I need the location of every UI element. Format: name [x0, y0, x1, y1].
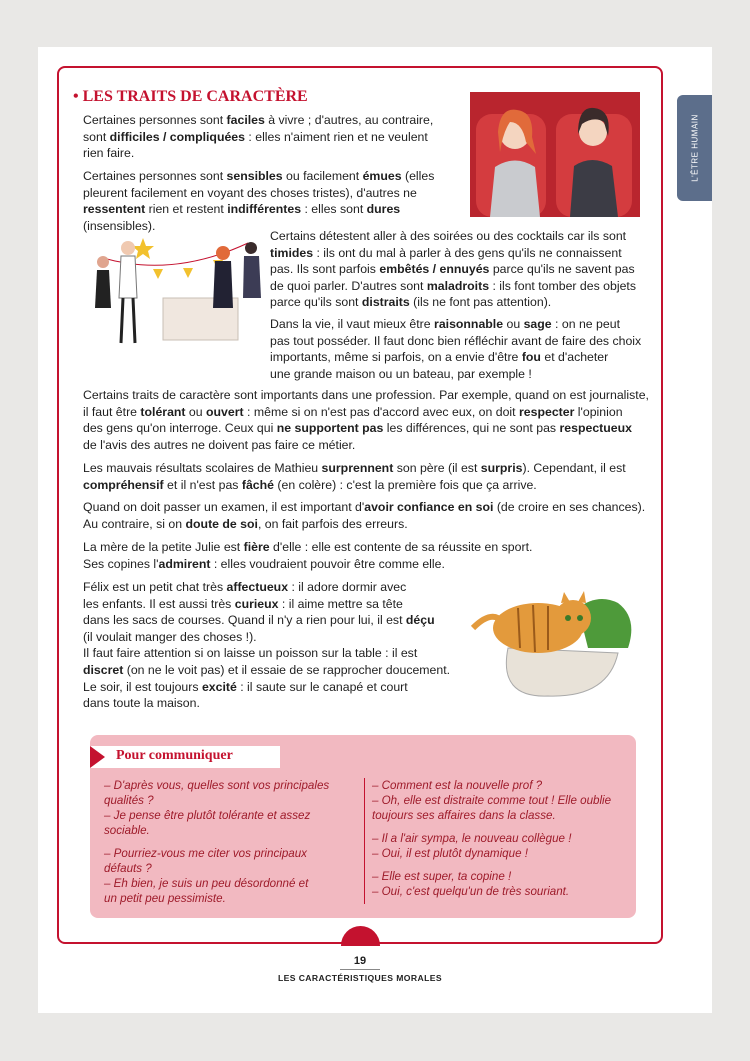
text: son père (il est — [393, 461, 481, 475]
side-chapter-tab[interactable] — [677, 95, 712, 201]
text: pleurent facilement en voyant des choses tristes), d'autres ne — [83, 185, 417, 200]
text: : il saute sur le canapé et court — [236, 679, 408, 694]
text: (insensibles). — [83, 218, 156, 233]
text: (elles — [401, 169, 435, 183]
text: une grande maison ou un bateau, par exemple ! — [270, 366, 532, 381]
dialogue-line: – Oui, il est plutôt dynamique ! — [372, 847, 528, 860]
text: Quand on doit passer un examen, il est important d' — [83, 500, 365, 514]
keyword: dures — [366, 202, 401, 217]
text: (ils ne font pas attention). — [409, 295, 552, 310]
text: Certaines personnes sont — [83, 169, 227, 183]
dialogue-line: – Eh bien, je suis un peu désordonné et — [104, 877, 309, 890]
dialogue-line: – Il a l'air sympa, le nouveau collègue ! — [372, 832, 572, 845]
text: à vivre ; d'autres, au contraire, — [264, 113, 434, 127]
keyword: fou — [521, 350, 541, 365]
text: l'opinion — [574, 404, 623, 419]
section-heading — [73, 88, 308, 106]
keyword: embêtés / ennuyés — [379, 262, 490, 277]
text: des gens qu'on interroge. Ceux qui — [83, 421, 277, 436]
text: : ils font tomber des objets — [489, 278, 636, 293]
page-number: 19 — [353, 955, 367, 967]
keyword: surpris — [480, 461, 523, 475]
text: rien et restent — [145, 202, 228, 217]
text: dans toute la maison. — [83, 696, 200, 711]
keyword: respecter — [519, 404, 575, 419]
paragraph-7 — [83, 499, 653, 532]
text: (en colère) : c'est la première fois que ça arrive. — [273, 477, 537, 492]
text: : elles voudraient pouvoir être comme elle. — [210, 556, 445, 571]
text: il faut être — [83, 404, 141, 419]
communicate-divider — [364, 778, 365, 904]
dialogue-line: – Elle est super, ta copine ! — [372, 870, 512, 883]
text: ou — [503, 317, 524, 331]
text: Il faut faire attention si on laisse un poisson sur la table : il est — [83, 646, 418, 661]
dialogue-line: – Oui, c'est quelqu'un de très souriant. — [372, 885, 570, 898]
keyword: discret — [83, 662, 124, 677]
side-tab-label: L'ÊTRE HUMAIN — [690, 114, 699, 182]
keyword: compréhensif — [83, 477, 164, 492]
paragraph-9 — [83, 579, 453, 712]
footer-divider — [340, 969, 380, 970]
keyword: fâché — [241, 477, 274, 492]
play-arrow-icon — [90, 746, 105, 768]
keyword: ressentent — [83, 202, 146, 217]
keyword: excité — [201, 679, 237, 694]
keyword: émues — [362, 169, 402, 183]
keyword: respectueux — [559, 421, 632, 436]
heading-text: LES TRAITS DE CARACTÈRE — [82, 88, 308, 105]
keyword: doute de soi — [185, 516, 258, 531]
text: Au contraire, si on — [83, 516, 186, 531]
keyword: timides — [270, 245, 314, 260]
keyword: faciles — [226, 113, 265, 127]
text: Certaines personnes sont — [83, 113, 227, 127]
keyword: indifférentes — [227, 202, 302, 217]
text: Certains détestent aller à des soirées ou des cocktails car ils sont — [270, 229, 627, 243]
text: Les mauvais résultats scolaires de Mathieu — [83, 461, 322, 475]
paragraph-5 — [83, 387, 653, 453]
text: (il voulait manger des choses !). — [83, 629, 257, 644]
text: rien faire. — [83, 146, 135, 161]
text: ). Cependant, il est — [522, 461, 626, 475]
dialogue-line: – Comment est la nouvelle prof ? — [372, 779, 543, 792]
keyword: déçu — [405, 613, 435, 628]
dialogue-right — [372, 778, 634, 899]
text: Le soir, il est toujours — [83, 679, 202, 694]
keyword: affectueux — [226, 580, 289, 594]
keyword: sage — [523, 317, 552, 331]
text: ou — [185, 404, 207, 419]
text: ou facilement — [282, 169, 363, 183]
keyword: raisonnable — [434, 317, 504, 331]
text: les enfants. Il est aussi très — [83, 596, 235, 611]
keyword: avoir confiance en soi — [364, 500, 494, 514]
illustration-cinema — [470, 92, 640, 217]
text: : elles sont — [301, 202, 367, 217]
footer-chapter-title: LES CARACTÉRISTIQUES MORALES — [278, 973, 442, 983]
keyword: curieux — [234, 596, 279, 611]
keyword: tolérant — [140, 404, 186, 419]
text: de l'avis des autres ne doivent pas faire ce métier. — [83, 437, 356, 452]
keyword: admirent — [158, 556, 211, 571]
paragraph-1 — [83, 112, 468, 162]
dialogue-line: sociable. — [104, 824, 150, 837]
keyword: distraits — [361, 295, 410, 310]
text: : même si on n'est pas d'accord avec eux, on doit — [243, 404, 519, 419]
keyword: ouvert — [206, 404, 244, 419]
dialogue-line: – D'après vous, quelles sont vos principales — [104, 779, 330, 792]
text: Félix est un petit chat très — [83, 580, 227, 594]
text: et d'acheter — [540, 350, 609, 365]
text: : il aime mettre sa tête — [278, 596, 403, 611]
text: importants, même si parfois, on a envie d'être — [270, 350, 522, 365]
text: d'elle : elle est contente de sa réussite en sport. — [269, 540, 533, 554]
text: Dans la vie, il vaut mieux être — [270, 317, 435, 331]
text: : elles n'aiment rien et ne veulent — [244, 129, 428, 144]
paragraph-3 — [270, 228, 655, 311]
dialogue-left — [104, 778, 354, 906]
text: Ses copines l' — [83, 556, 159, 571]
text: , on fait parfois des erreurs. — [257, 516, 408, 531]
keyword: difficiles / compliquées — [109, 129, 245, 144]
text: : il adore dormir avec — [288, 580, 407, 594]
keyword: surprennent — [321, 461, 394, 475]
keyword: fière — [243, 540, 270, 554]
text: Certains traits de caractère sont importants dans une profession. Par exemple, quand on est journaliste, — [83, 388, 649, 402]
text: parce qu'ils sont — [270, 295, 362, 310]
text: : on ne peut — [551, 317, 620, 331]
text: les différences, qui ne sont pas — [383, 421, 560, 436]
text: de quoi parler. D'autres sont — [270, 278, 427, 293]
dialogue-line: défauts ? — [104, 862, 152, 875]
dialogue-line: – Pourriez-vous me citer vos principaux — [104, 847, 307, 860]
paragraph-4 — [270, 316, 655, 382]
paragraph-6 — [83, 460, 653, 493]
dialogue-line: – Oh, elle est distraite comme tout ! Elle oublie — [372, 794, 612, 807]
dialogue-line: – Je pense être plutôt tolérante et assez — [104, 809, 311, 822]
keyword: sensibles — [226, 169, 283, 183]
text: (on ne le voit pas) et il essaie de se rapprocher doucement. — [123, 662, 451, 677]
paragraph-2 — [83, 168, 473, 234]
text: et il n'est pas — [163, 477, 242, 492]
text: sont — [83, 129, 110, 144]
text: (de croire en ses chances). — [493, 500, 646, 514]
communicate-title: Pour communiquer — [116, 748, 233, 763]
dialogue-line: un petit peu pessimiste. — [104, 892, 226, 905]
text: La mère de la petite Julie est — [83, 540, 244, 554]
text: parce qu'ils ne savent pas — [489, 262, 635, 277]
text: dans les sacs de courses. Quand il n'y a rien pour lui, il est — [83, 613, 406, 628]
illustration-party — [83, 228, 268, 350]
illustration-cat — [458, 578, 643, 703]
text: pas. Ils sont parfois — [270, 262, 380, 277]
dialogue-line: qualités ? — [104, 794, 154, 807]
text: : ils ont du mal à parler à des gens qu'ils ne connaissent — [313, 245, 622, 260]
text: pas tout posséder. Il faut donc bien réfléchir avant de faire des choix — [270, 333, 642, 348]
keyword: ne supportent pas — [276, 421, 384, 436]
dialogue-line: toujours ses affaires dans la classe. — [372, 809, 556, 822]
paragraph-8 — [83, 539, 653, 572]
heading-bullet: • — [73, 88, 79, 105]
keyword: maladroits — [426, 278, 490, 293]
